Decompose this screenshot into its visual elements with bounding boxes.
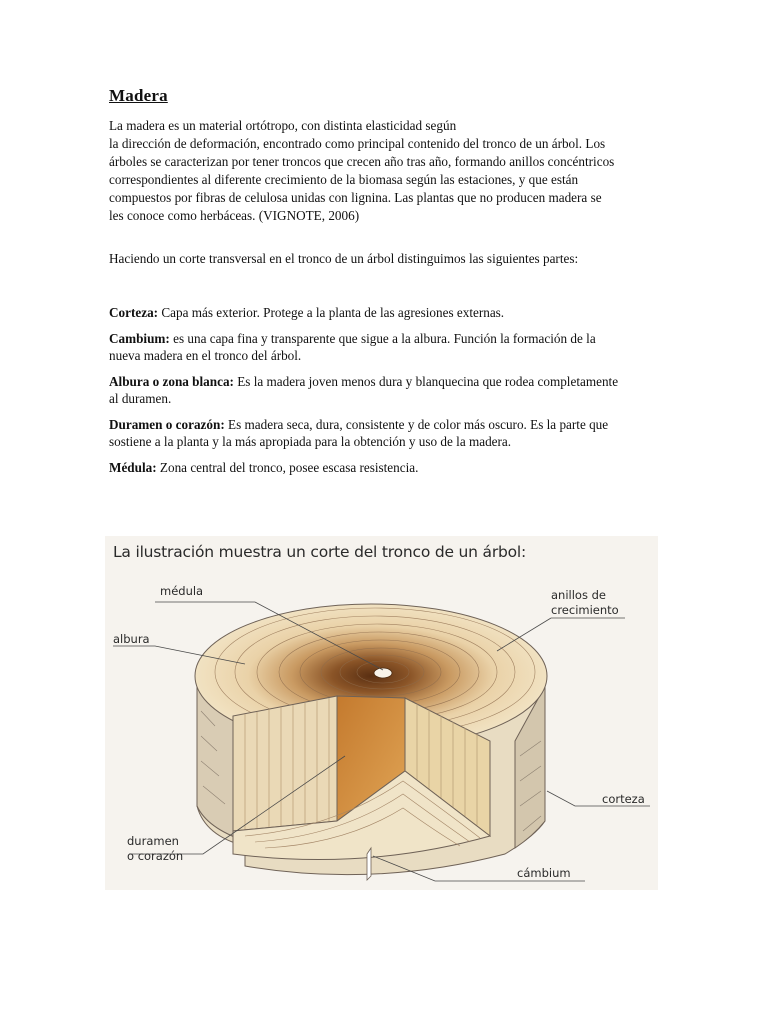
label-albura: albura	[113, 632, 150, 646]
definition-term: Médula:	[109, 460, 157, 475]
definition-text: es una capa fina y transparente que sigue a la albura. Función la formación de la	[173, 331, 596, 346]
definition-medula	[109, 459, 669, 476]
label-medula: médula	[160, 584, 204, 598]
label-corteza: corteza	[602, 792, 645, 806]
intro-line: árboles se caracterizan por tener troncos que crecen año tras año, formando anillos concéntricos	[109, 154, 615, 169]
intro-line: La madera es un material ortótropo, con distinta elasticidad según	[109, 118, 457, 133]
definition-term: Albura o zona blanca:	[109, 374, 234, 389]
definition-text: sostiene a la planta y la más apropiada para la obtención y uso de la madera.	[109, 434, 512, 449]
definitions-list	[109, 304, 669, 485]
definition-text: Capa más exterior. Protege a la planta de las agresiones externas.	[161, 305, 505, 320]
definition-text: Es la madera joven menos dura y blanquecina que rodea completamente	[237, 374, 619, 389]
definition-term: Duramen o corazón:	[109, 417, 225, 432]
label-duramen-line2: o corazón	[127, 849, 184, 863]
label-anillos-line1: anillos de	[551, 588, 606, 602]
definition-text: nueva madera en el tronco del árbol.	[109, 348, 302, 363]
definition-text: Zona central del tronco, posee escasa resistencia.	[159, 460, 419, 475]
label-cambium: cámbium	[517, 866, 571, 880]
document-title: Madera	[109, 86, 168, 105]
intro-paragraph	[109, 117, 669, 225]
figure-caption: La ilustración muestra un corte del tronco de un árbol:	[113, 543, 527, 561]
definition-corteza	[109, 304, 669, 321]
definition-term: Cambium:	[109, 331, 170, 346]
definition-text: Es madera seca, dura, consistente y de color más oscuro. Es la parte que	[228, 417, 609, 432]
definition-duramen	[109, 416, 669, 450]
definition-text: al duramen.	[109, 391, 172, 406]
intro-line: les conoce como herbáceas. (VIGNOTE, 2006)	[109, 208, 360, 223]
label-anillos-line2: crecimiento	[551, 603, 619, 617]
trunk-cross-section-figure	[105, 536, 658, 890]
definition-term: Corteza:	[109, 305, 159, 320]
intro-line: la dirección de deformación, encontrado como principal contenido del tronco de un árbol. Los	[109, 136, 606, 151]
intro-line: correspondientes al diferente crecimiento de la biomasa según las estaciones, y que están	[109, 172, 579, 187]
lead-sentence: Haciendo un corte transversal en el tronco de un árbol distinguimos las siguientes partes:	[109, 251, 579, 266]
definition-albura	[109, 373, 669, 407]
intro-line: compuestos por fibras de celulosa unidas con lignina. Las plantas que no producen madera se	[109, 190, 602, 205]
definition-cambium	[109, 330, 669, 364]
label-duramen-line1: duramen	[127, 834, 179, 848]
